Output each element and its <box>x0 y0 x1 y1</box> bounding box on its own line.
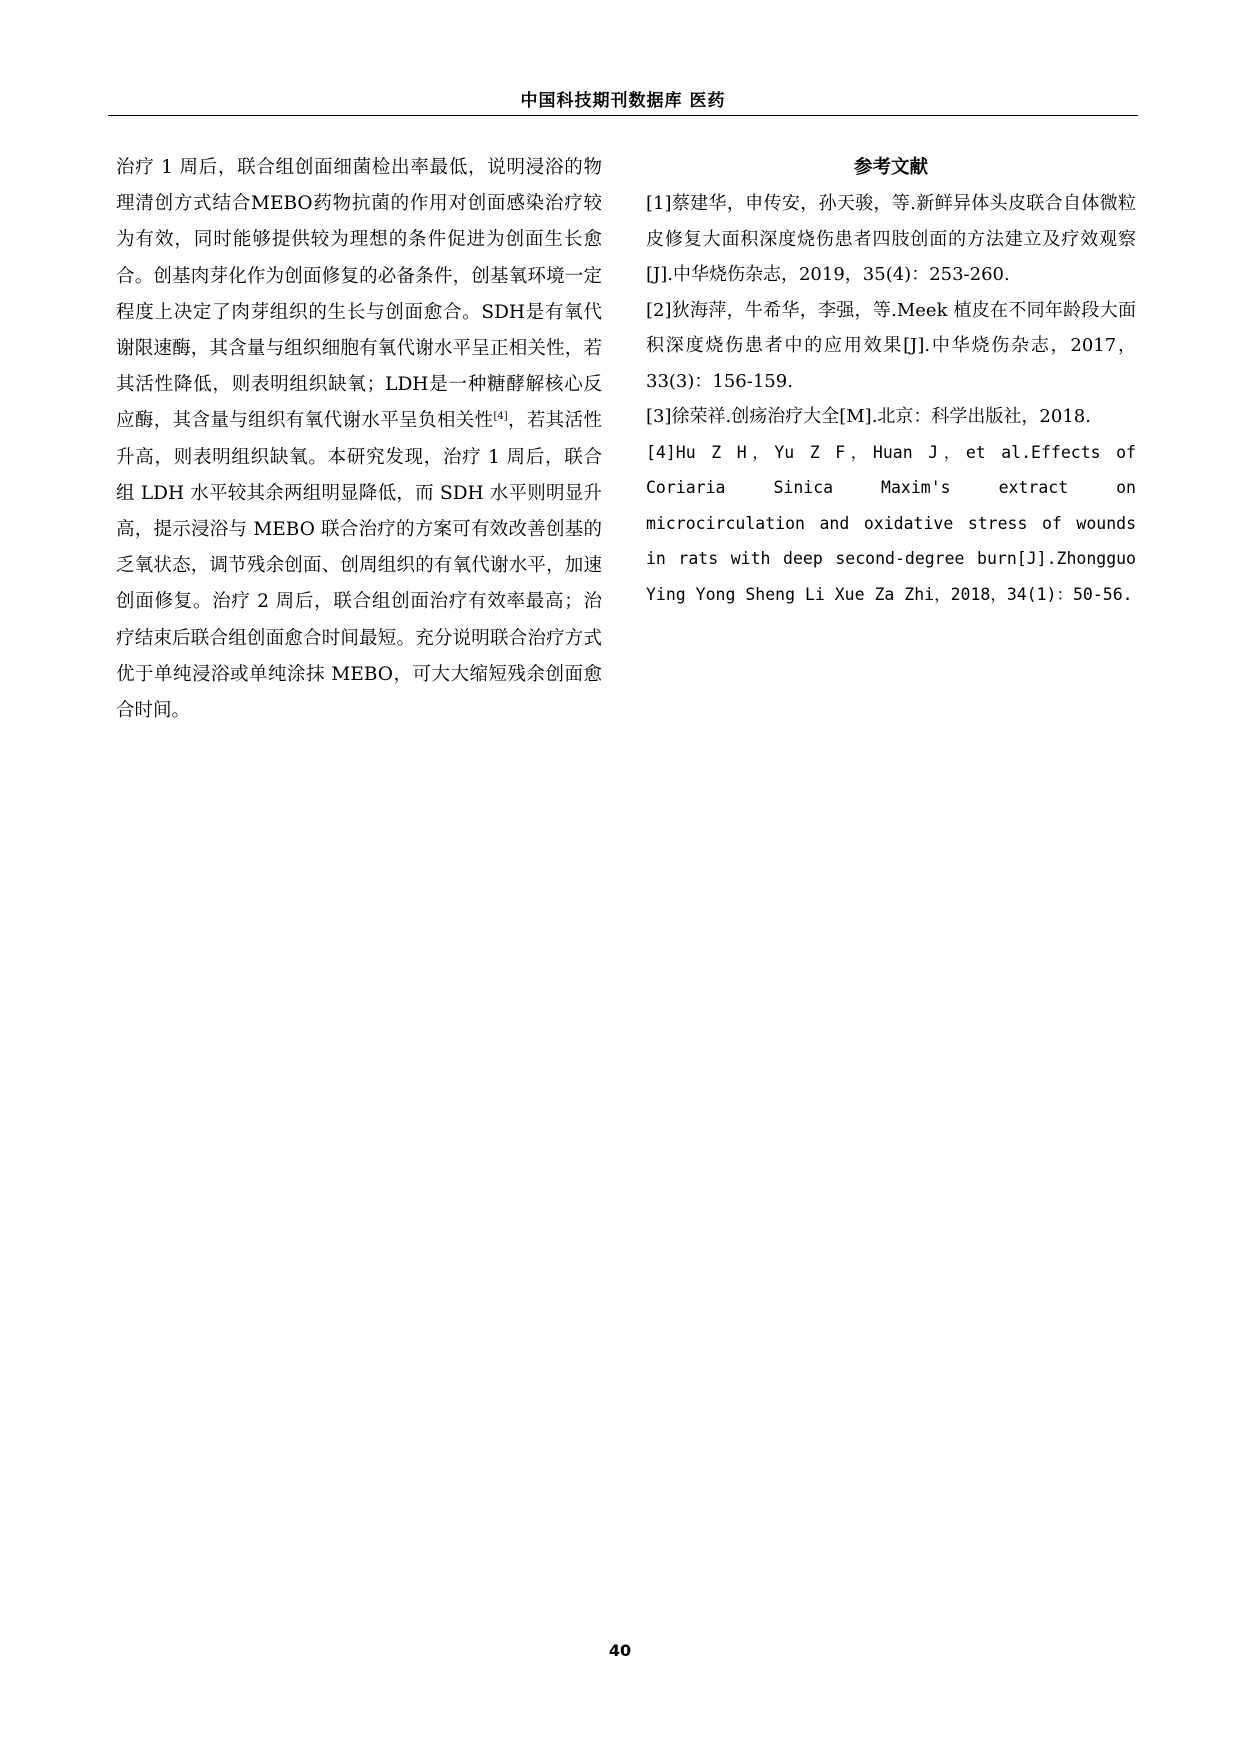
reference-item-3: [3]徐荣祥.创疡治疗大全[M].北京：科学出版社，2018. <box>646 406 1091 427</box>
reference-item-2: [2]狄海萍，牛希华，李强，等.Meek 植皮在不同年龄段大面积深度烧伤患者中的应用效果[J].中华烧伤杂志，2017，33(3)：156-159. <box>646 299 1136 392</box>
references-column <box>646 150 1136 612</box>
body-column-left <box>116 150 602 729</box>
page-number: 40 <box>608 1641 632 1660</box>
references-heading: 参考文献 <box>853 157 928 178</box>
reference-item-4: [4]Hu Z H，Yu Z F，Huan J，et al.Effects of Coriaria Sinica Maxim's extract on microcirculation and oxidative stress of wounds in rats with deep second-degree burn[J].Zhongguo Ying Yong Sheng Li Xue Za Zhi，2018，34(1)：50-56. <box>646 442 1136 604</box>
body-text-part1: 治疗 1 周后，联合组创面细菌检出率最低，说明浸浴的物理清创方式结合MEBO药物抗菌的作用对创面感染治疗较为有效，同时能够提供较为理想的条件促进为创面生长愈合。创基肉芽化作为创面修复的必备条件，创基氧环境一定程度上决定了肉芽组织的生长与创面愈合。SDH是有氧代谢限速酶，其含量与组织细胞有氧代谢水平呈正相关性，若其活性降低，则表明组织缺氧；LDH是一种糖酵解核心反应酶，其含量与组织有氧代谢水平呈负相关性 <box>116 157 602 432</box>
citation-marker[interactable]: [4] <box>493 411 508 423</box>
reference-item-1: [1]蔡建华，申传安，孙天骏，等.新鲜异体头皮联合自体微粒皮修复大面积深度烧伤患者四肢创面的方法建立及疗效观察[J].中华烧伤杂志，2019，35(4)：253-260. <box>646 193 1136 285</box>
header-divider <box>108 115 1138 116</box>
running-header: 中国科技期刊数据库 医药 <box>520 91 726 111</box>
body-text-part2: ，若其活性升高，则表明组织缺氧。本研究发现，治疗 1 周后，联合组 LDH 水平较其余两组明显降低，而 SDH 水平则明显升高，提示浸浴与 MEBO 联合治疗的方案可有效改善创基的乏氧状态，调节残余创面、创周组织的有氧代谢水平，加速创面修复。治疗 2 周后，联合组创面治疗有效率最高；治疗结束后联合组创面愈合时间最短。充分说明联合治疗方式优于单纯浸浴或单纯涂抹 MEBO，可大大缩短残余创面愈合时间。 <box>116 410 602 722</box>
